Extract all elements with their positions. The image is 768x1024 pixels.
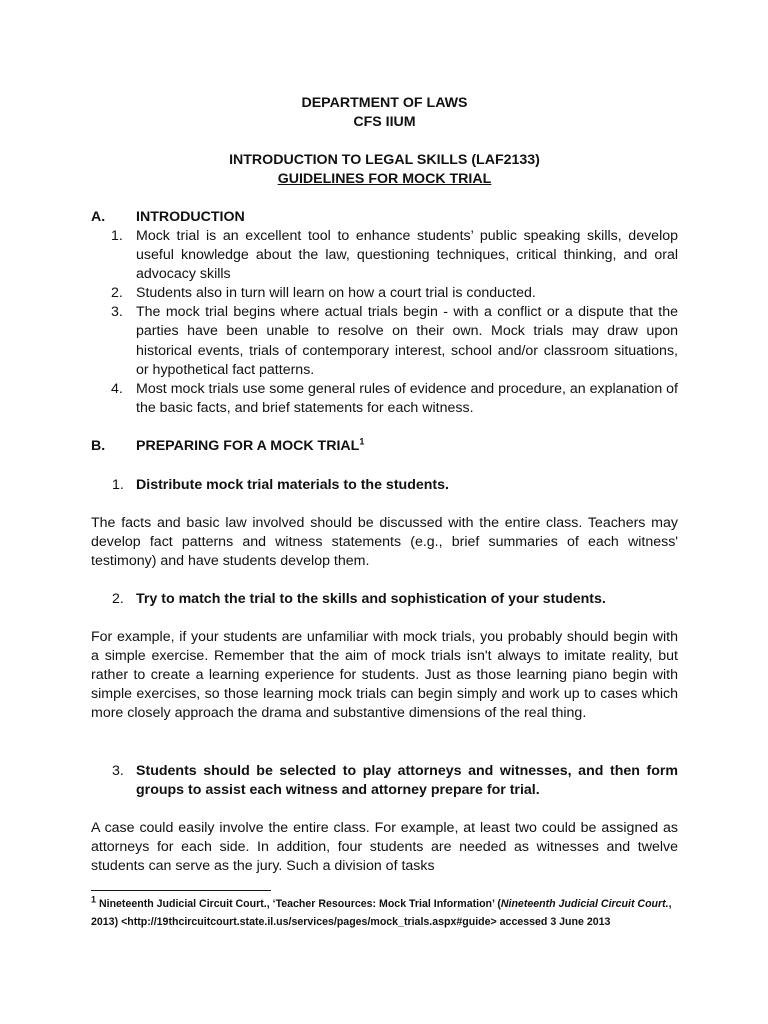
section-a-heading — [91, 208, 678, 228]
list-item-number: 2. — [111, 285, 123, 302]
list-item-text: Mock trial is an excellent tool to enhance students’ public speaking skills, develop useful knowledge about the law, questioning techniques, critical thinking, and oral advocacy skills — [136, 228, 678, 283]
footnote-title: ‘Teacher Resources: Mock Trial Information’ — [272, 898, 495, 910]
step-heading-text: Students should be selected to play attorneys and witnesses, and then form groups to assist each witness and attorney prepare for trial. — [136, 763, 678, 799]
footnote-mark: 1 — [91, 894, 97, 905]
section-a-letter: A. — [91, 209, 106, 225]
step-number: 2. — [112, 591, 124, 607]
list-item — [91, 303, 678, 379]
list-item-text: Students also in turn will learn on how a court trial is conducted. — [136, 285, 536, 302]
step-number: 3. — [112, 763, 124, 779]
step-2-paragraph: For example, if your students are unfamiliar with mock trials, you probably should begin with a simple exercise. Remember that the aim of mock trials isn't always to imitate reality, but rather to create a learning experience for students. Just as those learning piano begin with simple exercises, so those learning mock trials can begin simply and work up to cases which more closely approach the drama and substantive dimensions of the real thing. — [91, 629, 678, 722]
unit-title: CFS IIUM — [353, 114, 416, 131]
footnote-year: 2013 — [91, 916, 115, 928]
step-heading-text: Try to match the trial to the skills and sophistication of your students. — [136, 591, 606, 607]
document-subtitle: GUIDELINES FOR MOCK TRIAL — [277, 171, 492, 188]
step-2-heading — [91, 590, 678, 609]
list-item — [91, 284, 678, 303]
list-item-number: 4. — [111, 380, 123, 397]
footnote-author: Nineteenth Judicial Circuit Court. — [98, 898, 267, 910]
step-number: 1. — [112, 477, 124, 493]
footnote-publisher: Nineteenth Judicial Circuit Court. — [500, 898, 669, 910]
footnote-reference[interactable]: 1 — [359, 436, 365, 447]
section-b-letter: B. — [91, 438, 106, 454]
list-item — [91, 227, 678, 284]
step-heading-text: Distribute mock trial materials to the students. — [136, 477, 449, 493]
list-item-number: 1. — [111, 228, 123, 244]
course-title: INTRODUCTION TO LEGAL SKILLS (LAF2133) — [229, 152, 540, 168]
dept-title: DEPARTMENT OF LAWS — [301, 95, 468, 111]
footnote-accessed: accessed 3 June 2013 — [499, 916, 611, 928]
footnote-url[interactable]: <http://19thcircuitcourt.state.il.us/services/pages/mock_trials.aspx#guide> — [121, 916, 497, 928]
step-1-paragraph: The facts and basic law involved should be discussed with the entire class. Teachers may develop fact patterns and witness statements (e.g., brief summaries of each witness' testimony) and have students develop them. — [91, 515, 678, 570]
section-a-list — [91, 227, 678, 418]
list-item — [91, 380, 678, 418]
step-3-heading — [91, 762, 678, 800]
department-heading — [91, 94, 678, 132]
course-heading — [91, 151, 678, 189]
list-item-text: Most mock trials use some general rules of evidence and procedure, an explanation of the basic facts, and brief statements for each witness. — [136, 380, 678, 416]
footnote-divider — [91, 890, 271, 891]
section-a-title: INTRODUCTION — [136, 209, 245, 225]
footnote: $^1$ Nineteenth Judicial Circuit Court., ‘Teacher Resources: Mock Trial Information’ (Nineteenth Judicial Circuit Court., 2013) <http://19thcircuitcourt.state.il.us/services/pages/mock_trials.aspx#guide> accessed 3 June 2013 — [91, 894, 672, 928]
section-b-title-wrap — [136, 437, 364, 456]
step-1-heading — [91, 476, 678, 495]
section-b-title: PREPARING FOR A MOCK TRIAL — [136, 438, 360, 454]
list-item-text: The mock trial begins where actual trials begin - with a conflict or a dispute that the parties have been unable to resolve on their own. Mock trials may draw upon historical events, trials of contemporary interest, school and/or classroom situations, or hypothetical fact patterns. — [136, 304, 678, 378]
list-item-number: 3. — [111, 304, 123, 321]
step-3-paragraph: A case could easily involve the entire class. For example, at least two could be assigned as attorneys for each side. In addition, four students are needed as witnesses and twelve students can serve as the jury. Such a division of tasks — [91, 820, 678, 875]
section-b-heading — [91, 437, 678, 457]
